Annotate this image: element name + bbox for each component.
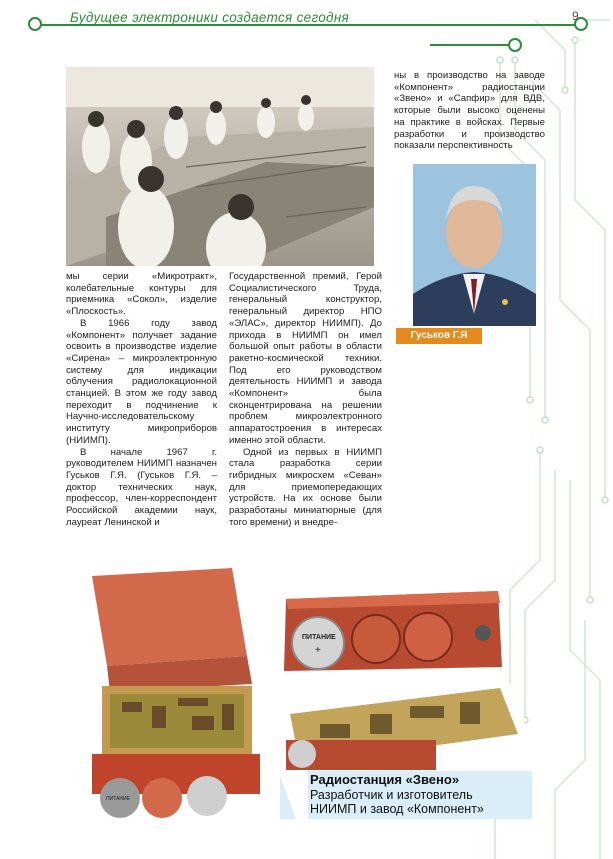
paragraph-col1-1: мы серии «Микротракт», колебательные контуры для приемника «Сокол», изделие «Плоскость». (66, 271, 217, 318)
header-rule-dot-left (28, 17, 42, 31)
paragraph-top-right: ны в производство на заводе «Компонент» радиостанции «Звено» и «Сапфир» для ВДВ, которые были высоко оценены на практике в войсках. Первые разработки и производство показали перспективность (394, 70, 545, 152)
caption-line-2: НИИМП и завод «Компонент» (310, 802, 484, 816)
caption-corner-decoration (278, 771, 308, 819)
header-title: Будущее электроники создается сегодня (70, 10, 350, 25)
caption-title: Радиостанция «Звено» (310, 772, 460, 787)
power-label-right: ПИТАНИЕ (302, 634, 336, 641)
guskov-portrait-photo (413, 164, 536, 326)
text-column-1 (66, 271, 217, 528)
radio-front-photo (278, 571, 506, 675)
portrait-caption: Гуськов Г.Я (396, 328, 482, 344)
paragraph-col1-2: В 1966 году завод «Компонент» получает задание освоить в производстве изделие «Сирена» – микроэлектронную систему для индикации облучения радиолокационной станцией. В этом же году завод переходит в подчинение к Научно-исследовательскому институту микроприборов (НИИМП). (66, 317, 217, 446)
radio-open-photo (82, 566, 268, 824)
power-label-left: ПИТАНИЕ (106, 796, 130, 802)
text-column-2 (229, 271, 382, 528)
caption-line-1: Разработчик и изготовитель (310, 788, 473, 802)
paragraph-col1-3: В начале 1967 г. руководителем НИИМП назначен Гуськов Г.Я. (Гуськов Г.Я. – доктор технических наук, профессор, член-корреспондент Российской академии наук, лауреат Ленинской и (66, 446, 217, 528)
page-number: 9 (572, 9, 579, 23)
bottom-caption (280, 771, 532, 819)
text-top-right (394, 70, 545, 152)
caption-subtitle (310, 788, 484, 816)
header-accent-dot (508, 38, 522, 52)
paragraph-col2-1: Государственной премий, Герой Социалистического Труда, генеральный конструктор, генеральный директор НПО «ЭЛАС», директор НИИМП). До прихода в НИИМП он имел большой опыт работы в области ракетно-космической техники. Под его руководством деятельность НИИМП и завода «Компонент» была сконцентрирована на решении проблем микроэлектронного аппаратостроения в интересах именно этой области. (229, 271, 382, 446)
radio-internal-photo (280, 684, 524, 772)
header-accent-rule (430, 44, 512, 46)
paragraph-col2-2: Одной из первых в НИИМП стала разработка серии гибридных микросхем «Севан» для приемопередающих устройств. На их основе были разработаны миниатюрные (для того времени) и внедре- (229, 446, 382, 528)
factory-workers-photo (66, 67, 374, 266)
power-plus-sign: + (315, 645, 321, 656)
